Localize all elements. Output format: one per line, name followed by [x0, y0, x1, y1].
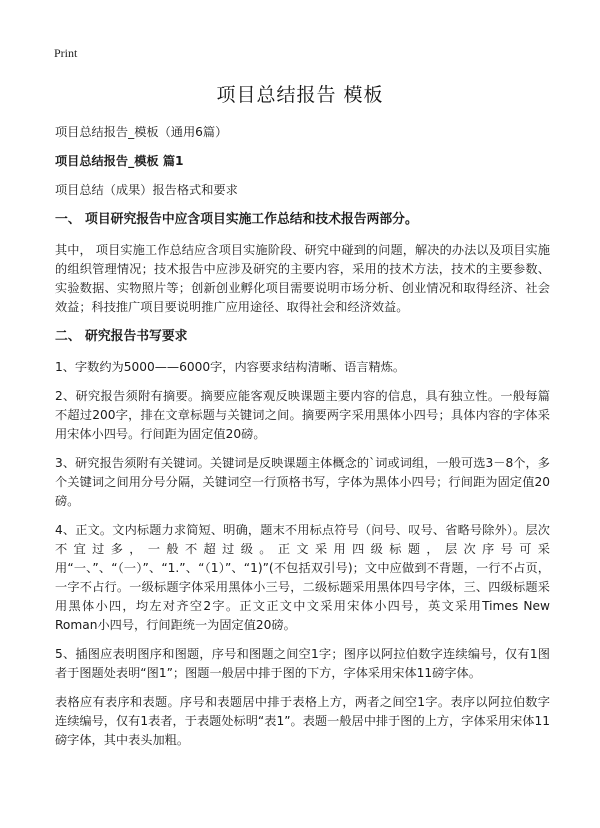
intro-line: 项目总结（成果）报告格式和要求	[55, 183, 238, 197]
document-body	[55, 123, 550, 760]
requirement-item-3: 3、研究报告须附有关键词。关键词是反映课题主体概念的`词或词组，一般可选3－8个，多个关键词之间用分号分隔，关键词空一行顶格书写，字体为黑体小四号；行间距为固定值20磅。	[55, 456, 550, 508]
part-heading: 项目总结报告_模板 篇1	[55, 154, 184, 168]
section1-paragraph: 其中， 项目实施工作总结应含项目实施阶段、研究中碰到的问题，解决的办法以及项目实施的组织管理情况；技术报告中应涉及研究的主要内容，采用的技术方法，技术的主要参数、实验数据、实物照片等；创新创业孵化项目需要说明市场分析、创业情况和取得经济、社会效益；科技推广项目要说明推广应用途径、取得社会和经济效益。	[55, 243, 550, 314]
print-link[interactable]: Print	[54, 46, 78, 60]
section1-heading: 一、 项目研究报告中应含项目实施工作总结和技术报告两部分。	[55, 212, 418, 227]
table-requirement-paragraph: 表格应有表序和表题。序号和表题居中排于表格上方，两者之间空1字。表序以阿拉伯数字连续编号，仅有1表者，于表题处标明“表1”。表题一般居中排于图的上方，字体采用宋体11磅字体，其中表头加粗。	[55, 695, 550, 747]
requirement-item-2: 2、研究报告须附有摘要。摘要应能客观反映课题主要内容的信息，具有独立性。一般每篇不超过200字，排在文章标题与关键词之间。摘要两字采用黑体小四号；具体内容的字体采用宋体小四号。行间距为固定值20磅。	[55, 389, 550, 441]
requirement-item-1: 1、字数约为5000——6000字，内容要求结构清晰、语言精炼。	[55, 360, 406, 374]
document-title: 项目总结报告 模板	[216, 84, 384, 106]
requirement-item-4: 4、正文。文内标题力求简短、明确，题末不用标点符号（问号、叹号、省略号除外）。层次不宜过多，一般不超过级。正文采用四级标题，层次序号可采用“一、”、“（一）”、“1.”、“（1）”、“1)”(不包括双引号)；文中应做到不背题，一行不占页，一字不占行。一级标题字体采用黑体小三号，二级标题采用黑体四号字体，三、四级标题采用黑体小四，均左对齐空2字。正文正文中文采用宋体小四号，英文采用Times New Roman小四号，行间距统一为固定值20磅。	[55, 523, 550, 632]
requirement-item-5: 5、插图应表明图序和图题，序号和图题之间空1字；图序以阿拉伯数字连续编号，仅有1图者于图题处表明“图1”；图题一般居中排于图的下方，字体采用宋体11磅字体。	[55, 647, 550, 680]
section2-heading: 二、 研究报告书写要求	[55, 329, 188, 344]
document-subtitle: 项目总结报告_模板（通用6篇）	[55, 125, 228, 139]
